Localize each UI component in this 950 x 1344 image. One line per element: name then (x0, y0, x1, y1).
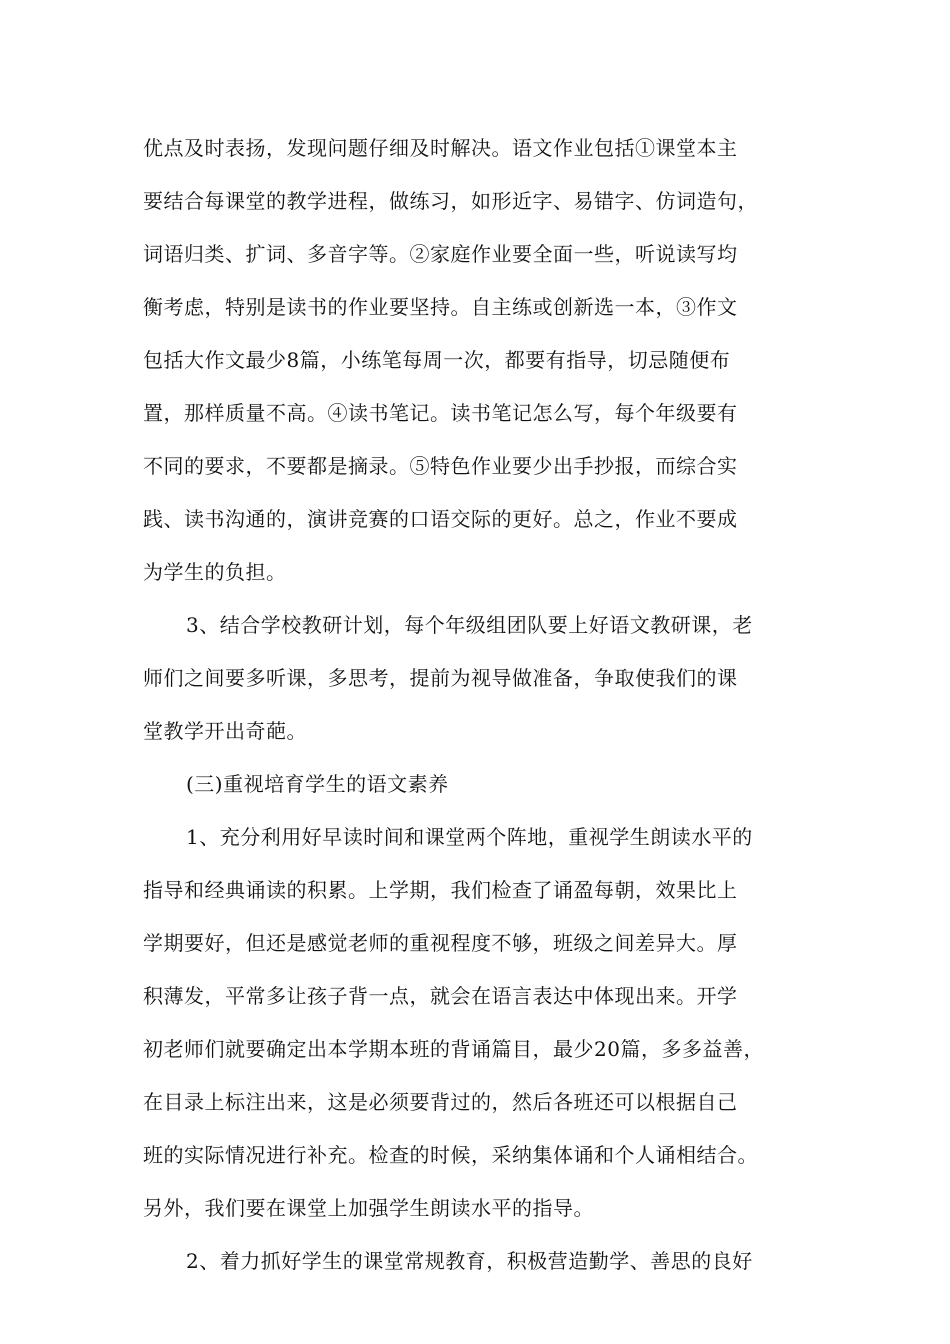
paragraph-line: 指导和经典诵读的积累。上学期，我们检查了诵盈每朝，效果比上 (143, 878, 738, 902)
paragraph-line: 2、着力抓好学生的课堂常规教育，积极营造勤学、善思的良好 (186, 1249, 753, 1273)
paragraph-line: 堂教学开出奇葩。 (143, 719, 307, 743)
paragraph-line: 另外，我们要在课堂上加强学生朗读水平的指导。 (143, 1196, 594, 1220)
paragraph-line: 学期要好，但还是感觉老师的重视程度不够，班级之间差异大。厚 (143, 931, 738, 955)
section-heading: (三)重视培育学生的语文素养 (186, 772, 449, 796)
paragraph-line: 为学生的负担。 (143, 560, 287, 584)
paragraph-line: 要结合每课堂的教学进程，做练习，如形近字、易错字、仿词造句， (143, 189, 758, 213)
paragraph-line: 班的实际情况进行补充。检查的时候，采纳集体诵和个人诵相结合。 (143, 1143, 758, 1167)
paragraph-line: 初老师们就要确定出本学期本班的背诵篇目，最少20篇，多多益善， (143, 1037, 764, 1061)
paragraph-line: 3、结合学校教研计划，每个年级组团队要上好语文教研课，老 (186, 613, 753, 637)
paragraph-line: 积薄发，平常多让孩子背一点，就会在语言表达中体现出来。开学 (143, 984, 738, 1008)
paragraph-line: 师们之间要多听课，多思考，提前为视导做准备，争取使我们的课 (143, 666, 738, 690)
paragraph-line: 优点及时表扬，发现问题仔细及时解决。语文作业包括①课堂本主 (143, 136, 738, 160)
paragraph-line: 践、读书沟通的，演讲竞赛的口语交际的更好。总之，作业不要成 (143, 507, 738, 531)
paragraph-line: 在目录上标注出来，这是必须要背过的，然后各班还可以根据自己 (143, 1090, 738, 1114)
paragraph-line: 包括大作文最少8篇，小练笔每周一次，都要有指导，切忌随便布 (143, 348, 731, 372)
paragraph-line: 1、充分利用好早读时间和课堂两个阵地，重视学生朗读水平的 (186, 825, 753, 849)
paragraph-line: 置，那样质量不高。④读书笔记。读书笔记怎么写，每个年级要有 (143, 401, 738, 425)
paragraph-line: 不同的要求，不要都是摘录。⑤特色作业要少出手抄报，而综合实 (143, 454, 738, 478)
paragraph-line: 词语归类、扩词、多音字等。②家庭作业要全面一些，听说读写均 (143, 242, 738, 266)
paragraph-line: 衡考虑，特别是读书的作业要坚持。自主练或创新选一本，③作文 (143, 295, 738, 319)
